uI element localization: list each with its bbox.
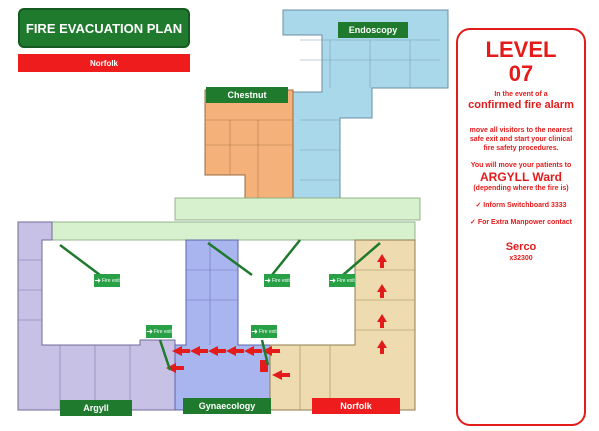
level-number: 07	[508, 61, 534, 86]
endoscopy-zone	[283, 10, 448, 205]
running-man-icon: ➜	[251, 327, 258, 336]
checklist-switchboard: ✓ Inform Switchboard 3333	[475, 202, 567, 209]
chestnut-zone	[205, 90, 293, 205]
endoscopy-label: Endoscopy	[338, 22, 408, 38]
contact-extension: x32300	[509, 255, 533, 262]
argyll-label: Argyll	[60, 400, 132, 416]
fire-exit-sign: ➜ Fire exit	[251, 327, 277, 336]
norfolk-zone	[270, 240, 415, 410]
checklist-manpower: ✓ For Extra Manpower contact	[470, 219, 572, 226]
level-heading: LEVEL	[485, 37, 557, 62]
running-man-icon: ➜	[329, 276, 336, 285]
running-man-icon: ➜	[264, 276, 271, 285]
instruction-visitors: move all visitors to the nearest safe exit and start your clinical fire safety procedures.	[469, 127, 573, 152]
corridor-zone	[35, 198, 420, 240]
instruction-panel	[456, 28, 586, 426]
chestnut-label: Chestnut	[206, 87, 288, 103]
plan-title: FIRE EVACUATION PLAN	[18, 8, 190, 48]
running-man-icon: ➜	[94, 276, 101, 285]
instruction-intro: In the event of a	[494, 91, 548, 98]
confirmed-fire-alarm: confirmed fire alarm	[468, 99, 574, 111]
site-name-badge: Norfolk	[18, 54, 190, 72]
fire-exit-sign: ➜ Fire exit	[264, 276, 290, 285]
fire-exit-sign: ➜ Fire exit	[329, 276, 355, 285]
instruction-condition: (depending where the fire is)	[473, 185, 569, 192]
argyll-zone	[18, 222, 175, 410]
fire-exit-sign: ➜ Fire exit	[94, 276, 120, 285]
contact-name: Serco	[505, 241, 537, 253]
gynaecology-label: Gynaecology	[183, 398, 271, 414]
destination-ward: ARGYLL Ward	[479, 170, 562, 184]
instruction-patients: You will move your patients to	[470, 162, 572, 169]
running-man-icon: ➜	[146, 327, 153, 336]
fire-exit-sign: ➜ Fire exit	[146, 327, 172, 336]
norfolk-label: Norfolk	[312, 398, 400, 414]
